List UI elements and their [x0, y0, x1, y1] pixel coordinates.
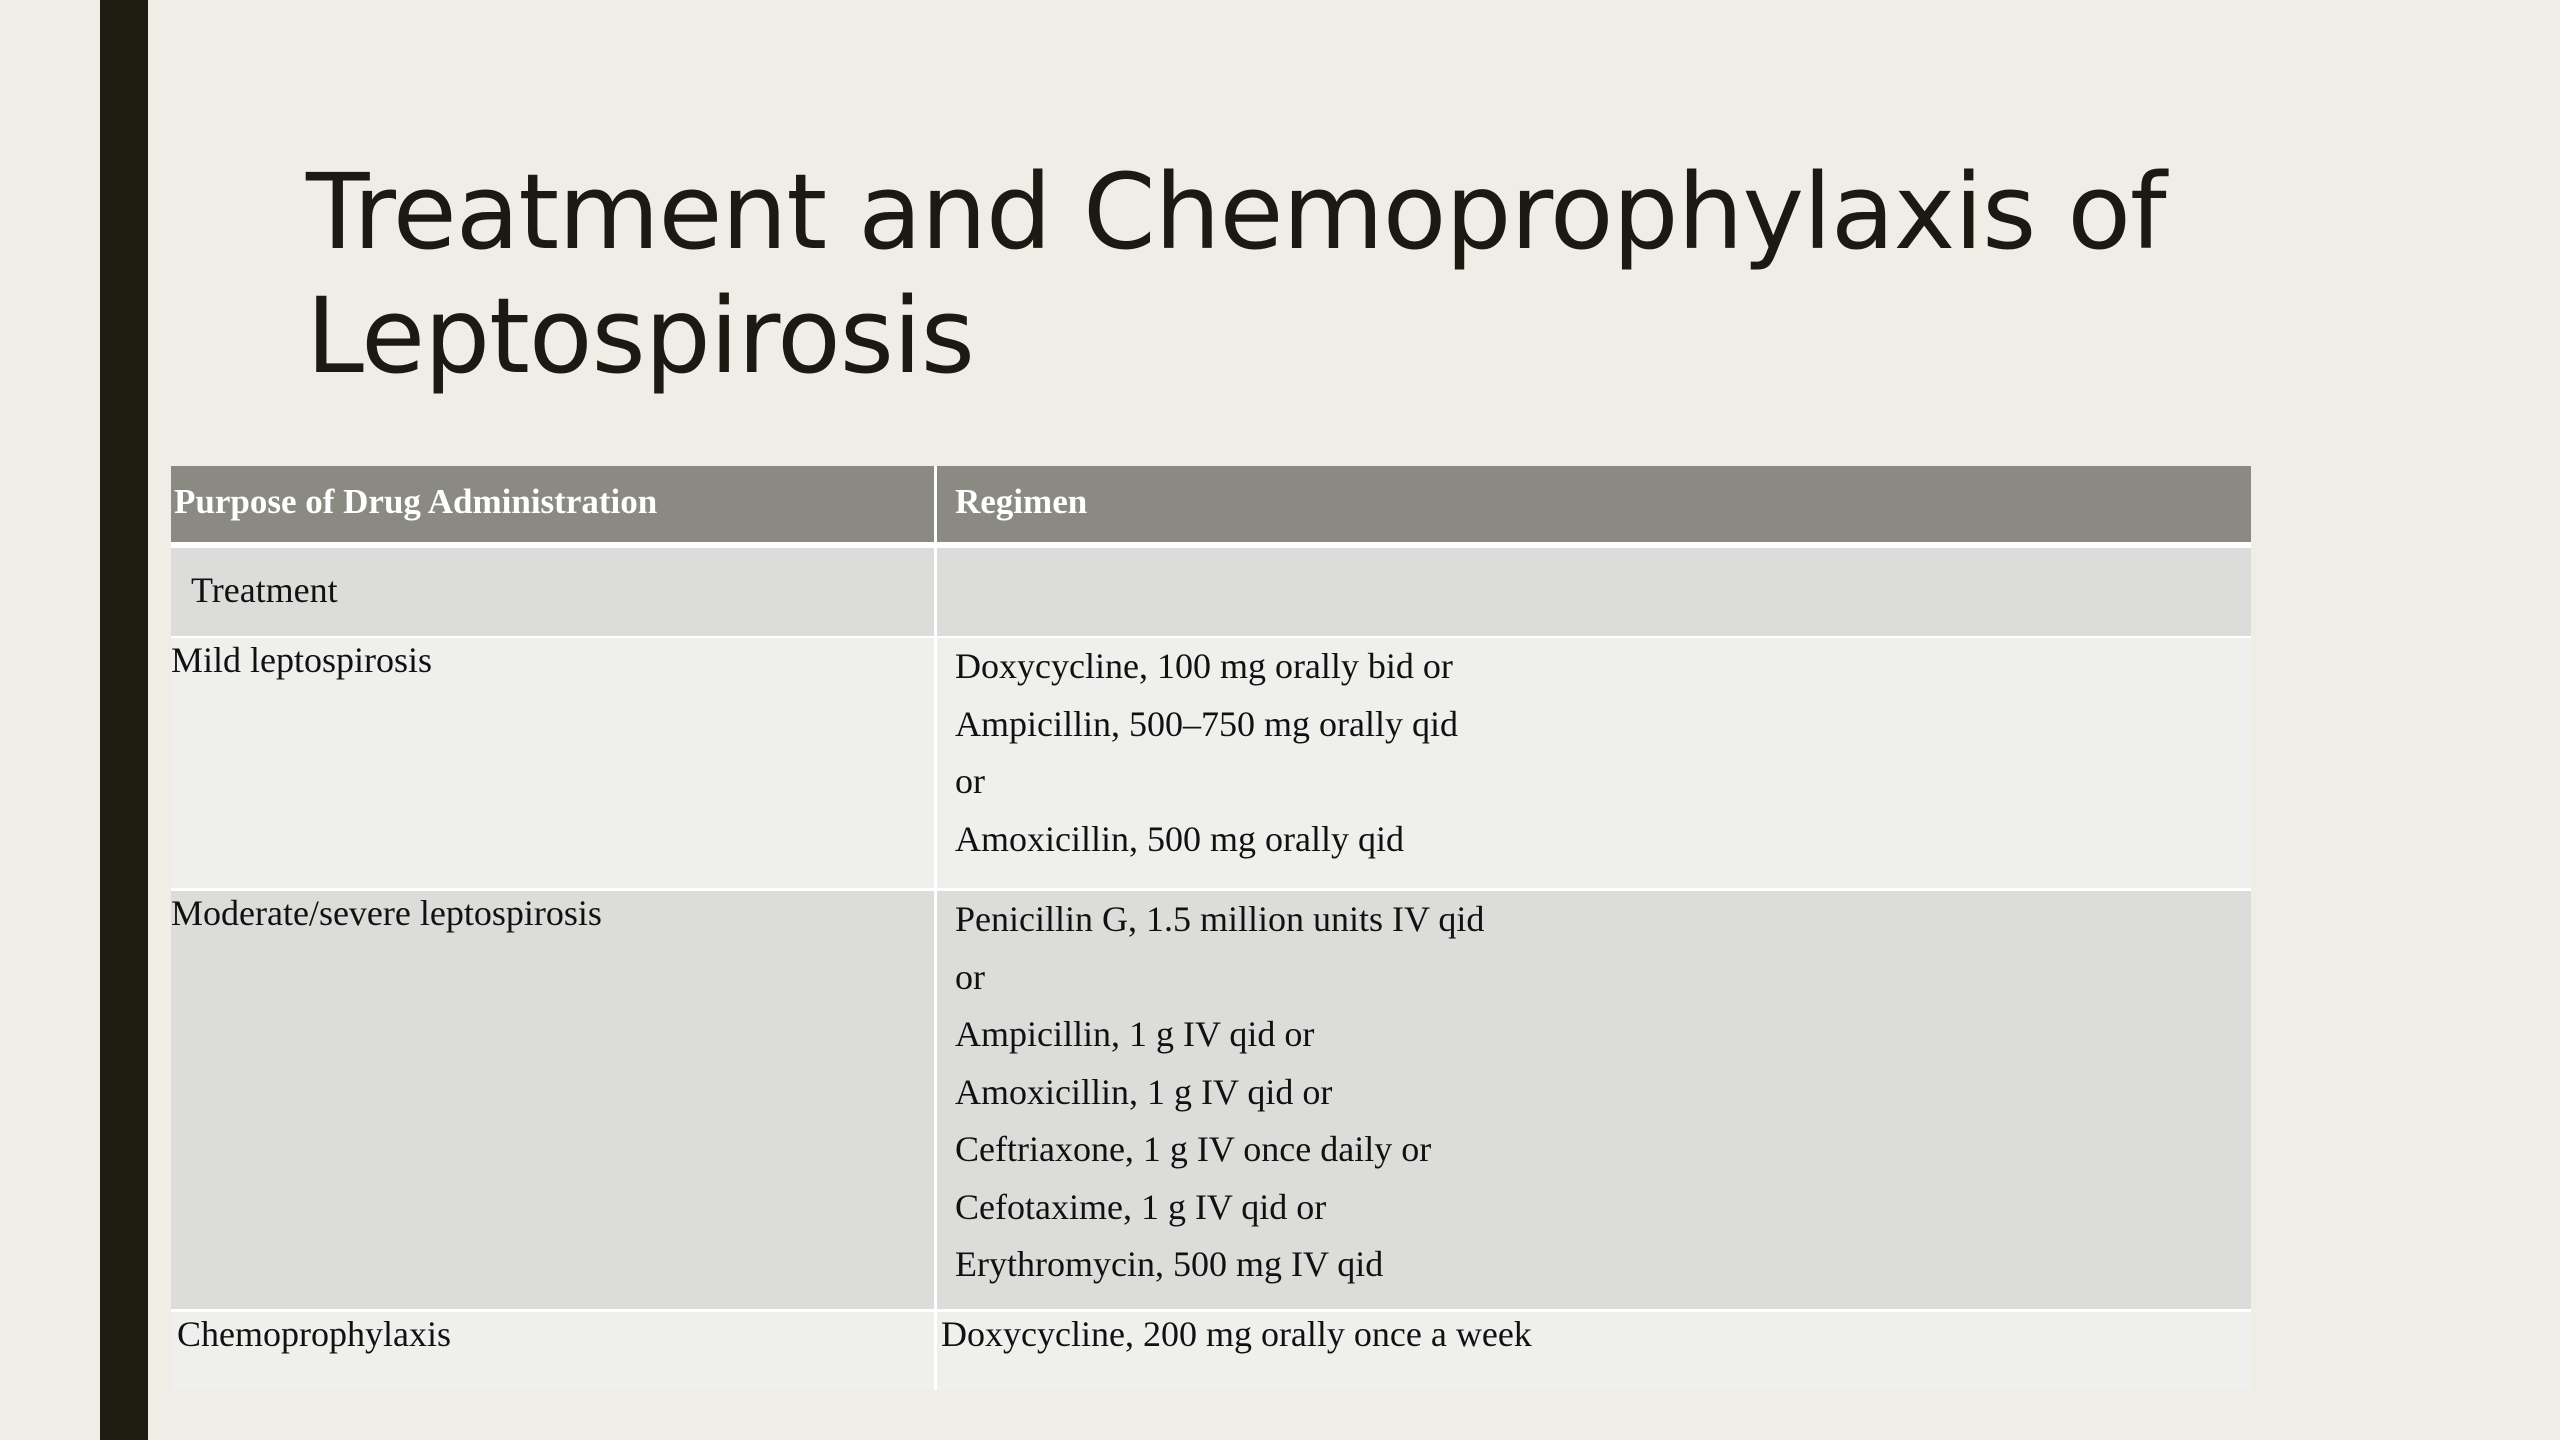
table-row — [171, 637, 2251, 890]
purpose-cell — [171, 637, 936, 890]
regimen-line: Cefotaxime, 1 g IV qid or — [955, 1186, 1327, 1227]
header-purpose: Purpose of Drug Administration — [171, 466, 936, 545]
regimen-line: Ampicillin, 1 g IV qid or — [955, 1014, 1315, 1054]
regimen-line: Doxycycline, 200 mg orally once a week — [941, 1314, 1532, 1354]
table-row — [171, 890, 2251, 1311]
title-line-1: Treatment and Chemoprophylaxis of — [306, 151, 2166, 273]
regimen-line: or — [955, 956, 985, 997]
regimen-cell — [936, 637, 2252, 890]
regimen-line: Amoxicillin, 500 mg orally qid — [955, 818, 1404, 859]
regimen-line: Doxycycline, 100 mg orally bid or — [955, 646, 1453, 686]
table-row — [171, 1311, 2251, 1391]
regimen-line: or — [955, 761, 985, 801]
slide-title — [306, 150, 2306, 398]
regimen-table — [171, 466, 2251, 1390]
regimen-line: Erythromycin, 500 mg IV qid — [955, 1244, 1384, 1284]
purpose-label: Chemoprophylaxis — [177, 1314, 451, 1354]
table-header-row — [171, 466, 2251, 545]
purpose-cell — [171, 1311, 936, 1391]
header-regimen: Regimen — [936, 466, 2252, 545]
accent-bar — [100, 0, 148, 1440]
regimen-line: Amoxicillin, 1 g IV qid or — [955, 1071, 1333, 1112]
table-row — [171, 545, 2251, 637]
regimen-line: Ceftriaxone, 1 g IV once daily or — [955, 1129, 1432, 1169]
purpose-label: Treatment — [191, 570, 338, 610]
purpose-cell — [171, 890, 936, 1311]
purpose-cell — [171, 545, 936, 637]
title-line-2: Leptospirosis — [306, 275, 974, 397]
regimen-cell — [936, 545, 2252, 637]
regimen-cell — [936, 1311, 2252, 1391]
purpose-label: Moderate/severe leptospirosis — [171, 893, 602, 933]
regimen-cell — [936, 890, 2252, 1311]
regimen-line: Penicillin G, 1.5 million units IV qid — [955, 899, 1485, 939]
purpose-label: Mild leptospirosis — [171, 640, 433, 680]
regimen-line: Ampicillin, 500–750 mg orally qid — [955, 703, 1458, 744]
